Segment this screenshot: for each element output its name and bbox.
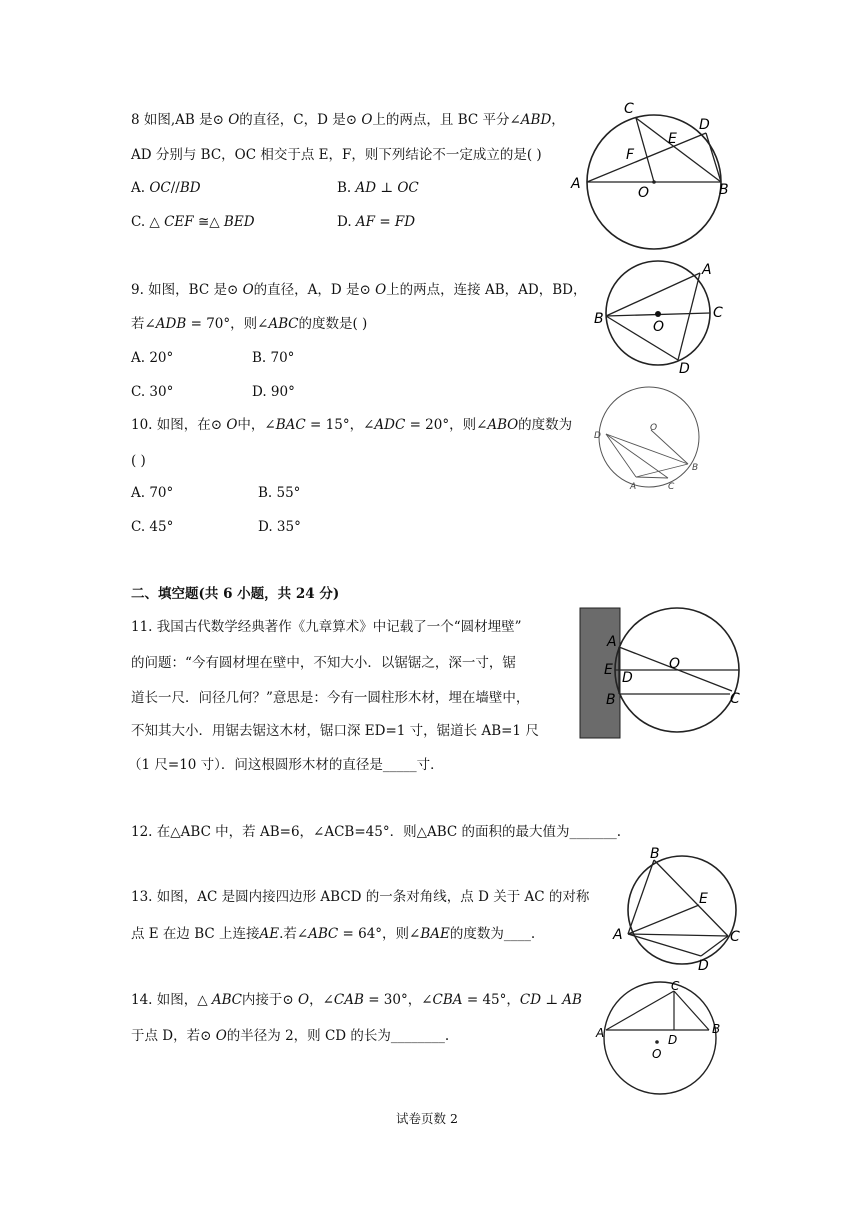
q10-option-c: C. 45° xyxy=(131,519,174,535)
q11-stem-line1: 11. 我国古代数学经典著作《九章算术》中记载了一个“圆材埋壁” xyxy=(131,619,522,635)
q8-label-a: A xyxy=(571,176,581,192)
section-2-heading: 二、填空题(共 6 小题，共 24 分) xyxy=(131,586,340,602)
q11-stem-line4: 不知其大小．用锯去锯这木材，锯口深 ED=1 寸，锯道长 AB=1 尺 xyxy=(131,723,539,739)
q8-label-e: E xyxy=(668,131,677,147)
q11-label-e: E xyxy=(604,662,613,678)
q8-option-c: C. △ 𝐶𝐸𝐹 ≅△ 𝐵𝐸𝐷 xyxy=(131,214,255,230)
q10-figure xyxy=(592,382,712,496)
q11-figure xyxy=(578,602,750,742)
q13-label-b: B xyxy=(650,846,660,862)
q8-label-o: O xyxy=(638,185,650,201)
q9-option-d: D. 90° xyxy=(252,384,295,400)
q9-figure xyxy=(590,256,730,380)
q11-label-a: A xyxy=(607,634,617,650)
q8-label-d: D xyxy=(699,117,710,133)
q8-option-a: A. 𝑂𝐶//𝐵𝐷 xyxy=(131,180,201,196)
q9-label-d: D xyxy=(679,361,690,377)
q13-figure xyxy=(608,844,750,974)
q14-label-c: C xyxy=(671,979,680,993)
q14-label-a: A xyxy=(596,1026,605,1040)
q9-label-c: C xyxy=(713,305,723,321)
q10-label-c: C xyxy=(668,482,675,492)
q11-label-d: D xyxy=(622,670,633,686)
q11-label-b: B xyxy=(606,692,616,708)
q8-stem-line1: 8 如图,AB 是⊙ 𝑂的直径，C，D 是⊙ 𝑂上的两点，且 BC 平分∠𝐴𝐵𝐷， xyxy=(131,112,565,128)
q10-label-b: B xyxy=(692,463,699,473)
q13-stem-line2: 点 E 在边 BC 上连接𝐴𝐸.若∠𝐴𝐵𝐶 = 64°，则∠𝐵𝐴𝐸的度数为____. xyxy=(131,926,536,942)
q10-option-b: B. 55° xyxy=(258,485,301,501)
q13-label-c: C xyxy=(730,929,740,945)
wall-block xyxy=(580,608,620,738)
q14-label-d: D xyxy=(668,1033,678,1047)
q10-stem-line1: 10. 如图，在⊙ 𝑂中，∠𝐵𝐴𝐶 = 15°，∠𝐴𝐷𝐶 = 20°，则∠𝐴𝐵𝑂的度数为 xyxy=(131,417,573,433)
q13-stem-line1: 13. 如图，AC 是圆内接四边形 ABCD 的一条对角线，点 D 关于 AC 的对称 xyxy=(131,889,590,905)
q11-label-c: C xyxy=(730,691,740,707)
q13-label-d: D xyxy=(698,958,709,974)
q9-option-c: C. 30° xyxy=(131,384,174,400)
page-footer: 试卷页数 2 xyxy=(396,1111,458,1126)
q8-stem-line2: AD 分别与 BC，OC 相交于点 E，F，则下列结论不一定成立的是( ) xyxy=(131,147,542,163)
q10-option-a: A. 70° xyxy=(131,485,174,501)
q10-label-d: D xyxy=(594,431,601,441)
q11-stem-line5: （1 尺=10 寸）．问这根圆形木材的直径是_____寸． xyxy=(128,757,444,773)
q10-label-o: O xyxy=(650,423,658,433)
q14-stem-line2: 于点 D，若⊙ 𝑂的半径为 2，则 CD 的长为________. xyxy=(131,1028,450,1044)
q13-label-a: A xyxy=(613,927,623,943)
q9-label-a: A xyxy=(702,262,712,278)
q9-option-a: A. 20° xyxy=(131,350,174,366)
q9-label-o: O xyxy=(653,319,665,335)
q14-figure xyxy=(592,978,732,1100)
q11-stem-line3: 道长一尺．问径几何？”意思是：今有一圆柱形木材，埋在墙壁中， xyxy=(131,690,530,706)
q9-label-b: B xyxy=(594,311,604,327)
q11-label-o: O xyxy=(669,656,681,672)
q14-label-o: O xyxy=(652,1047,662,1061)
q10-stem-line2: ( ) xyxy=(131,453,146,469)
q13-label-e: E xyxy=(699,891,708,907)
q11-stem-line2: 的问题：“今有圆材埋在壁中，不知大小．以锯锯之，深一寸，锯 xyxy=(131,655,516,671)
q8-label-c: C xyxy=(624,101,634,117)
q8-label-b: B xyxy=(719,182,729,198)
q10-label-a: A xyxy=(630,482,637,492)
q12-stem: 12. 在△ABC 中，若 AB=6，∠ACB=45°．则△ABC 的面积的最大值为_______. xyxy=(131,824,622,840)
q9-option-b: B. 70° xyxy=(252,350,295,366)
q10-option-d: D. 35° xyxy=(258,519,301,535)
q8-label-f: F xyxy=(626,147,635,163)
q14-label-b: B xyxy=(712,1022,721,1036)
q9-stem-line1: 9. 如图，BC 是⊙ 𝑂的直径，A，D 是⊙ 𝑂上的两点，连接 AB，AD，BD， xyxy=(131,282,587,298)
q8-option-b: B. 𝐴𝐷 ⊥ 𝑂𝐶 xyxy=(337,180,419,196)
q8-option-d: D. 𝐴𝐹 = 𝐹𝐷 xyxy=(337,214,416,230)
q9-stem-line2: 若∠𝐴𝐷𝐵 = 70°，则∠𝐴𝐵𝐶的度数是( ) xyxy=(131,316,368,332)
q8-figure xyxy=(568,98,738,258)
q14-stem-line1: 14. 如图，△ 𝐴𝐵𝐶内接于⊙ 𝑂，∠𝐶𝐴𝐵 = 30°，∠𝐶𝐵𝐴 = 45°，𝐶𝐷 ⊥ 𝐴𝐵 xyxy=(131,992,582,1008)
